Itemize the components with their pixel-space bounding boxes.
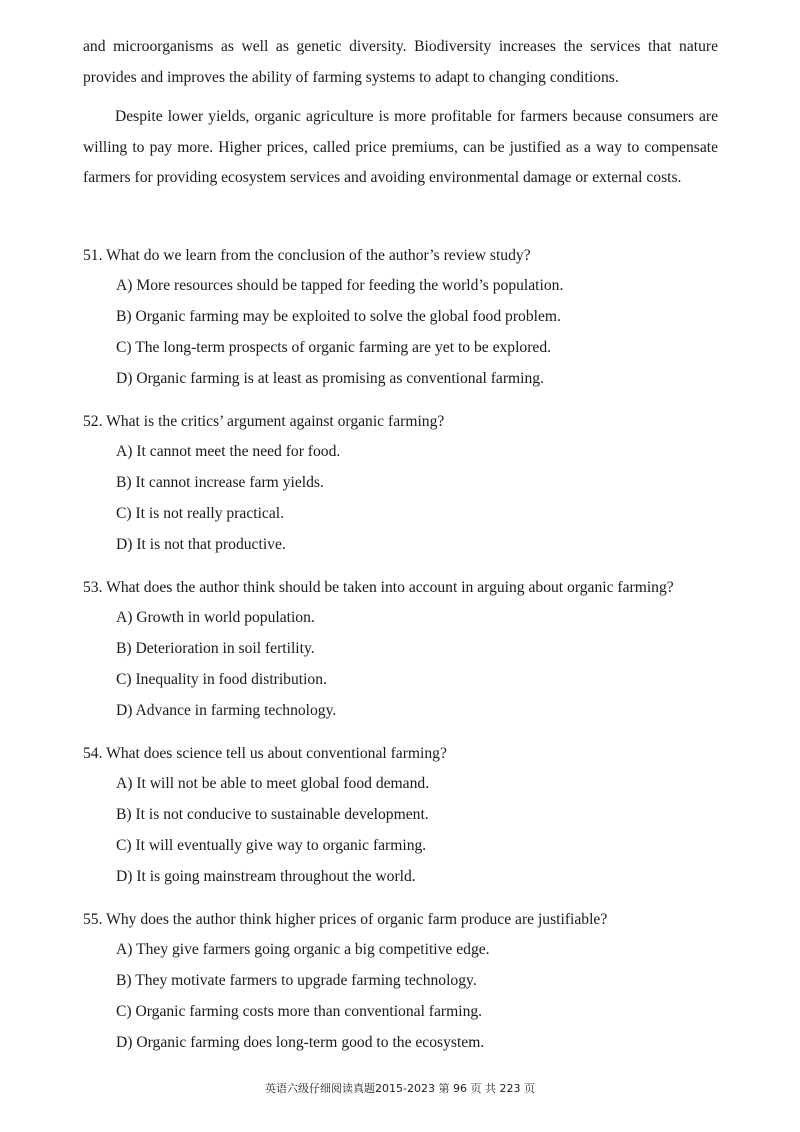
question-54 — [83, 739, 733, 893]
question-stem: 54. What does science tell us about conventional farming? — [83, 745, 447, 762]
question-55 — [83, 905, 733, 1059]
option-a[interactable]: A) It will not be able to meet global food demand. — [116, 775, 430, 792]
option-c[interactable]: C) The long-term prospects of organic farming are yet to be explored. — [116, 338, 552, 356]
passage-line: provides and improves the ability of farming systems to adapt to changing conditions. — [83, 68, 619, 86]
question-stem: 51. What do we learn from the conclusion of the author’s review study? — [83, 247, 531, 264]
option-b[interactable]: B) Deterioration in soil fertility. — [116, 639, 315, 657]
option-b[interactable]: B) It is not conducive to sustainable development. — [116, 805, 429, 823]
question-stem: 53. What does the author think should be taken into account in arguing about organic farming? — [83, 579, 674, 596]
option-a[interactable]: A) Growth in world population. — [116, 609, 315, 626]
question-stem: 55. Why does the author think higher prices of organic farm produce are justifiable? — [83, 911, 608, 928]
question-stem: 52. What is the critics’ argument against organic farming? — [83, 413, 445, 430]
page-footer: 英语六级仔细阅读真题2015-2023 第 96 页 共 223 页 — [265, 1082, 535, 1095]
option-d[interactable]: D) It is not that productive. — [116, 535, 286, 553]
option-a[interactable]: A) More resources should be tapped for feeding the world’s population. — [116, 277, 564, 294]
passage-paragraph-2: Despite lower yields, organic agriculture is more profitable for farmers because consumers are willing to pay more. Higher prices, called price premiums, can be justified as a way to compensate farmers for providing ecosystem services and avoiding environmental damage or external costs. — [83, 108, 718, 186]
question-52 — [83, 407, 733, 561]
option-b[interactable]: B) Organic farming may be exploited to solve the global food problem. — [116, 307, 561, 325]
option-b[interactable]: B) It cannot increase farm yields. — [116, 473, 324, 491]
option-c[interactable]: C) It will eventually give way to organic farming. — [116, 836, 427, 854]
option-d[interactable]: D) It is going mainstream throughout the world. — [116, 867, 416, 885]
passage-line: and microorganisms as well as genetic diversity. Biodiversity increases the services that nature — [83, 38, 718, 55]
question-53 — [83, 573, 733, 727]
option-a[interactable]: A) They give farmers going organic a big competitive edge. — [116, 941, 490, 958]
option-d[interactable]: D) Organic farming is at least as promising as conventional farming. — [116, 369, 544, 387]
option-c[interactable]: C) It is not really practical. — [116, 504, 285, 522]
passage-paragraph-1 — [83, 32, 718, 93]
option-c[interactable]: C) Inequality in food distribution. — [116, 670, 327, 688]
option-c[interactable]: C) Organic farming costs more than conventional farming. — [116, 1002, 483, 1020]
option-d[interactable]: D) Organic farming does long-term good to the ecosystem. — [116, 1033, 485, 1051]
option-b[interactable]: B) They motivate farmers to upgrade farming technology. — [116, 971, 477, 989]
option-d[interactable]: D) Advance in farming technology. — [116, 701, 337, 719]
question-51 — [83, 241, 733, 395]
option-a[interactable]: A) It cannot meet the need for food. — [116, 443, 341, 460]
